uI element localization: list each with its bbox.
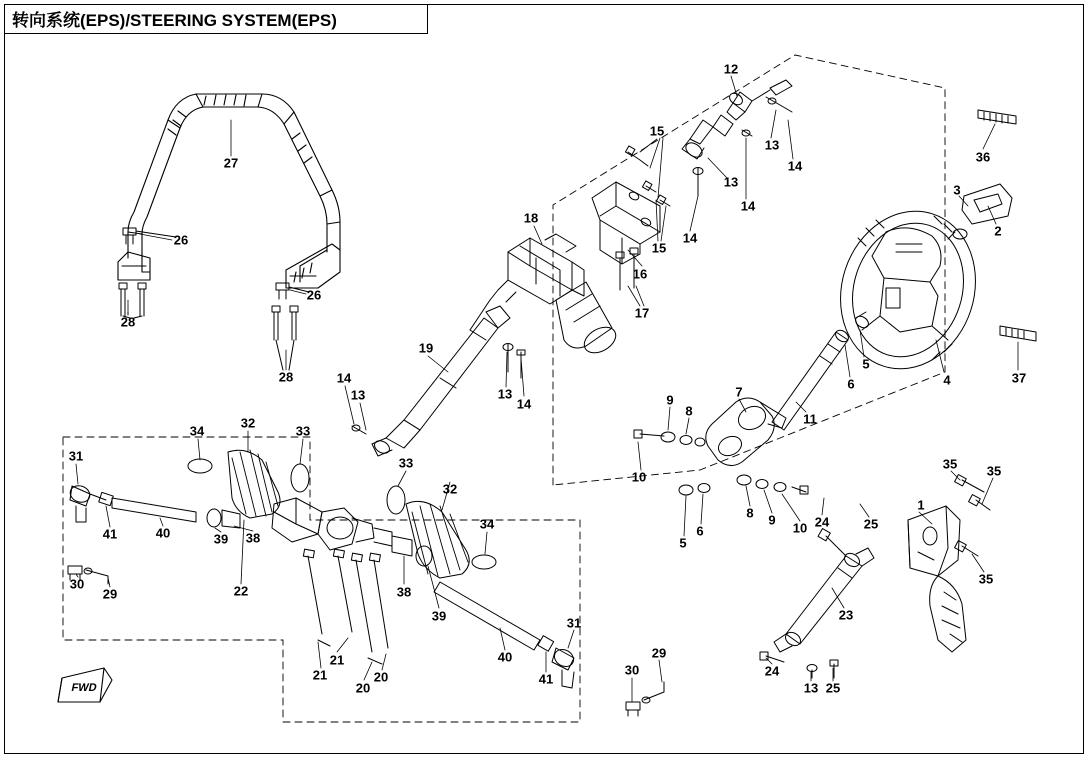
callout-number: 16 [632, 266, 648, 282]
callout-number: 13 [497, 386, 513, 402]
callout-number: 40 [497, 649, 513, 665]
callout-number: 15 [651, 240, 667, 256]
callout-number: 7 [735, 384, 743, 400]
callout-number: 22 [233, 583, 249, 599]
callout-number: 18 [523, 210, 539, 226]
callout-number: 37 [1011, 370, 1027, 386]
callout-number: 27 [223, 155, 239, 171]
callout-number: 30 [624, 662, 640, 678]
callout-number: 21 [329, 652, 345, 668]
callout-number: 32 [240, 415, 256, 431]
callout-number: 21 [312, 667, 328, 683]
callout-number: 13 [350, 387, 366, 403]
title-block [4, 4, 428, 34]
callout-number: 5 [862, 356, 870, 372]
callout-number: 9 [666, 392, 674, 408]
callout-number: 13 [764, 137, 780, 153]
callout-number: 10 [792, 520, 808, 536]
callout-number: 6 [847, 376, 855, 392]
callout-number: 39 [213, 531, 229, 547]
callout-number: 8 [746, 505, 754, 521]
callout-number: 12 [723, 61, 739, 77]
callout-number: 14 [740, 198, 756, 214]
drawing-frame [4, 4, 1084, 754]
callout-number: 5 [679, 535, 687, 551]
callout-number: 34 [479, 516, 495, 532]
callout-number: 31 [566, 615, 582, 631]
callout-number: 20 [373, 669, 389, 685]
callout-number: 17 [634, 305, 650, 321]
callout-number: 14 [336, 370, 352, 386]
callout-number: 33 [295, 423, 311, 439]
callout-number: 26 [306, 287, 322, 303]
page-title: 转向系统(EPS)/STEERING SYSTEM(EPS) [12, 11, 337, 30]
callout-number: 3 [953, 182, 961, 198]
callout-number: 13 [723, 174, 739, 190]
callout-number: 36 [975, 149, 991, 165]
callout-number: 14 [516, 396, 532, 412]
fwd-direction-label: FWD [70, 682, 98, 694]
callout-number: 32 [442, 481, 458, 497]
callout-number: 10 [631, 469, 647, 485]
callout-number: 28 [120, 314, 136, 330]
callout-number: 29 [102, 586, 118, 602]
callout-number: 41 [102, 526, 118, 542]
callout-number: 14 [787, 158, 803, 174]
callout-number: 28 [278, 369, 294, 385]
callout-number: 30 [69, 576, 85, 592]
callout-number: 38 [396, 584, 412, 600]
callout-number: 34 [189, 423, 205, 439]
callout-number: 25 [825, 680, 841, 696]
callout-number: 35 [978, 571, 994, 587]
callout-number: 24 [814, 514, 830, 530]
callout-number: 33 [398, 455, 414, 471]
callout-number: 39 [431, 608, 447, 624]
callout-number: 14 [682, 230, 698, 246]
callout-number: 24 [764, 663, 780, 679]
callout-number: 13 [803, 680, 819, 696]
callout-number: 40 [155, 525, 171, 541]
callout-number: 4 [943, 372, 951, 388]
callout-number: 6 [696, 523, 704, 539]
callout-number: 19 [418, 340, 434, 356]
callout-number: 15 [649, 123, 665, 139]
callout-number: 8 [685, 403, 693, 419]
callout-number: 41 [538, 671, 554, 687]
callout-number: 9 [768, 512, 776, 528]
callout-number: 29 [651, 645, 667, 661]
callout-number: 2 [994, 223, 1002, 239]
callout-number: 23 [838, 607, 854, 623]
callout-number: 11 [803, 411, 817, 427]
callout-number: 31 [68, 448, 84, 464]
callout-number: 35 [986, 463, 1002, 479]
callout-number: 26 [173, 232, 189, 248]
callout-number: 35 [942, 456, 958, 472]
callout-number: 38 [245, 530, 261, 546]
callout-number: 20 [355, 680, 371, 696]
callout-number: 25 [863, 516, 879, 532]
callout-number: 1 [917, 497, 925, 513]
